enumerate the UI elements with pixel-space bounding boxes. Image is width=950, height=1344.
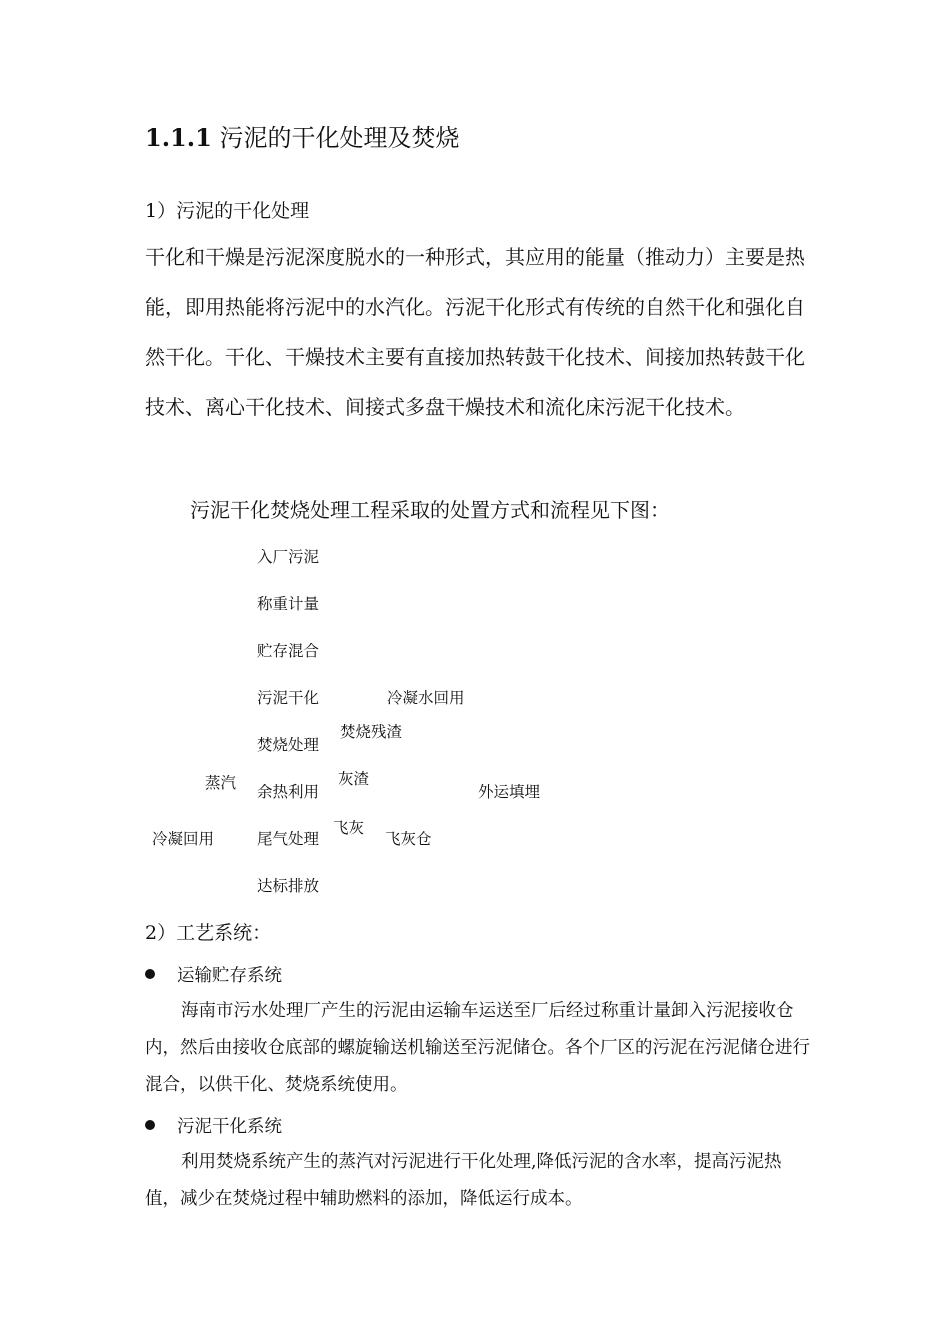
flow-step-weighing: 称重计量	[257, 595, 320, 613]
flow-label-condensate-return: 冷凝水回用	[387, 689, 465, 707]
flow-step-discharge: 达标排放	[257, 877, 320, 895]
heading-title: 污泥的干化处理及焚烧	[219, 124, 460, 152]
flow-label-incineration-residue: 焚烧残渣	[340, 723, 403, 741]
bullet-transport-storage	[145, 962, 282, 987]
bullet-sludge-drying	[145, 1113, 282, 1138]
flow-step-heat-recovery: 余热利用	[257, 783, 320, 801]
flow-label-steam: 蒸汽	[205, 774, 237, 792]
section2-title: 2）工艺系统：	[145, 922, 272, 944]
flow-intro: 污泥干化焚烧处理工程采取的处置方式和流程见下图：	[190, 498, 670, 522]
flow-step-incineration: 焚烧处理	[257, 736, 320, 754]
flow-step-intake: 入厂污泥	[257, 548, 320, 566]
flow-label-landfill: 外运填埋	[478, 783, 541, 801]
heading-number: 1.1.1	[145, 123, 212, 152]
bullet-label: 污泥干化系统	[177, 1117, 282, 1137]
flow-step-exhaust-treatment: 尾气处理	[257, 830, 320, 848]
flow-label-fly-ash: 飞灰	[333, 819, 365, 837]
bullet-label: 运输贮存系统	[177, 966, 282, 986]
bullet-dot-icon	[145, 969, 155, 979]
flow-step-storage: 贮存混合	[257, 642, 320, 660]
section1-paragraph: 干化和干燥是污泥深度脱水的一种形式，其应用的能量（推动力）主要是热能，即用热能将污泥中的水汽化。污泥干化形式有传统的自然干化和强化自然干化。干化、干燥技术主要有直接加热转鼓干化技术、间接加热转鼓干化技术、离心干化技术、间接式多盘干燥技术和流化床污泥干化技术。	[145, 245, 805, 419]
sludge-drying-paragraph: 利用焚烧系统产生的蒸汽对污泥进行干化处理,降低污泥的含水率，提高污泥热值，减少在焚烧过程中辅助燃料的添加，降低运行成本。	[145, 1152, 782, 1209]
flow-label-fly-ash-silo: 飞灰仓	[385, 830, 432, 848]
transport-storage-paragraph: 海南市污水处理厂产生的污泥由运输车运送至厂后经过称重计量卸入污泥接收仓内，然后由接收仓底部的螺旋输送机输送至污泥储仓。各个厂区的污泥在污泥储仓进行混合，以供干化、焚烧系统使用。	[145, 1001, 810, 1095]
flow-label-ash: 灰渣	[338, 770, 370, 788]
section-heading	[145, 118, 459, 153]
bullet-dot-icon	[145, 1120, 155, 1130]
flow-step-drying: 污泥干化	[257, 689, 320, 707]
section1-title: 1）污泥的干化处理	[145, 200, 310, 222]
flow-label-condensate-reuse: 冷凝回用	[152, 830, 215, 848]
